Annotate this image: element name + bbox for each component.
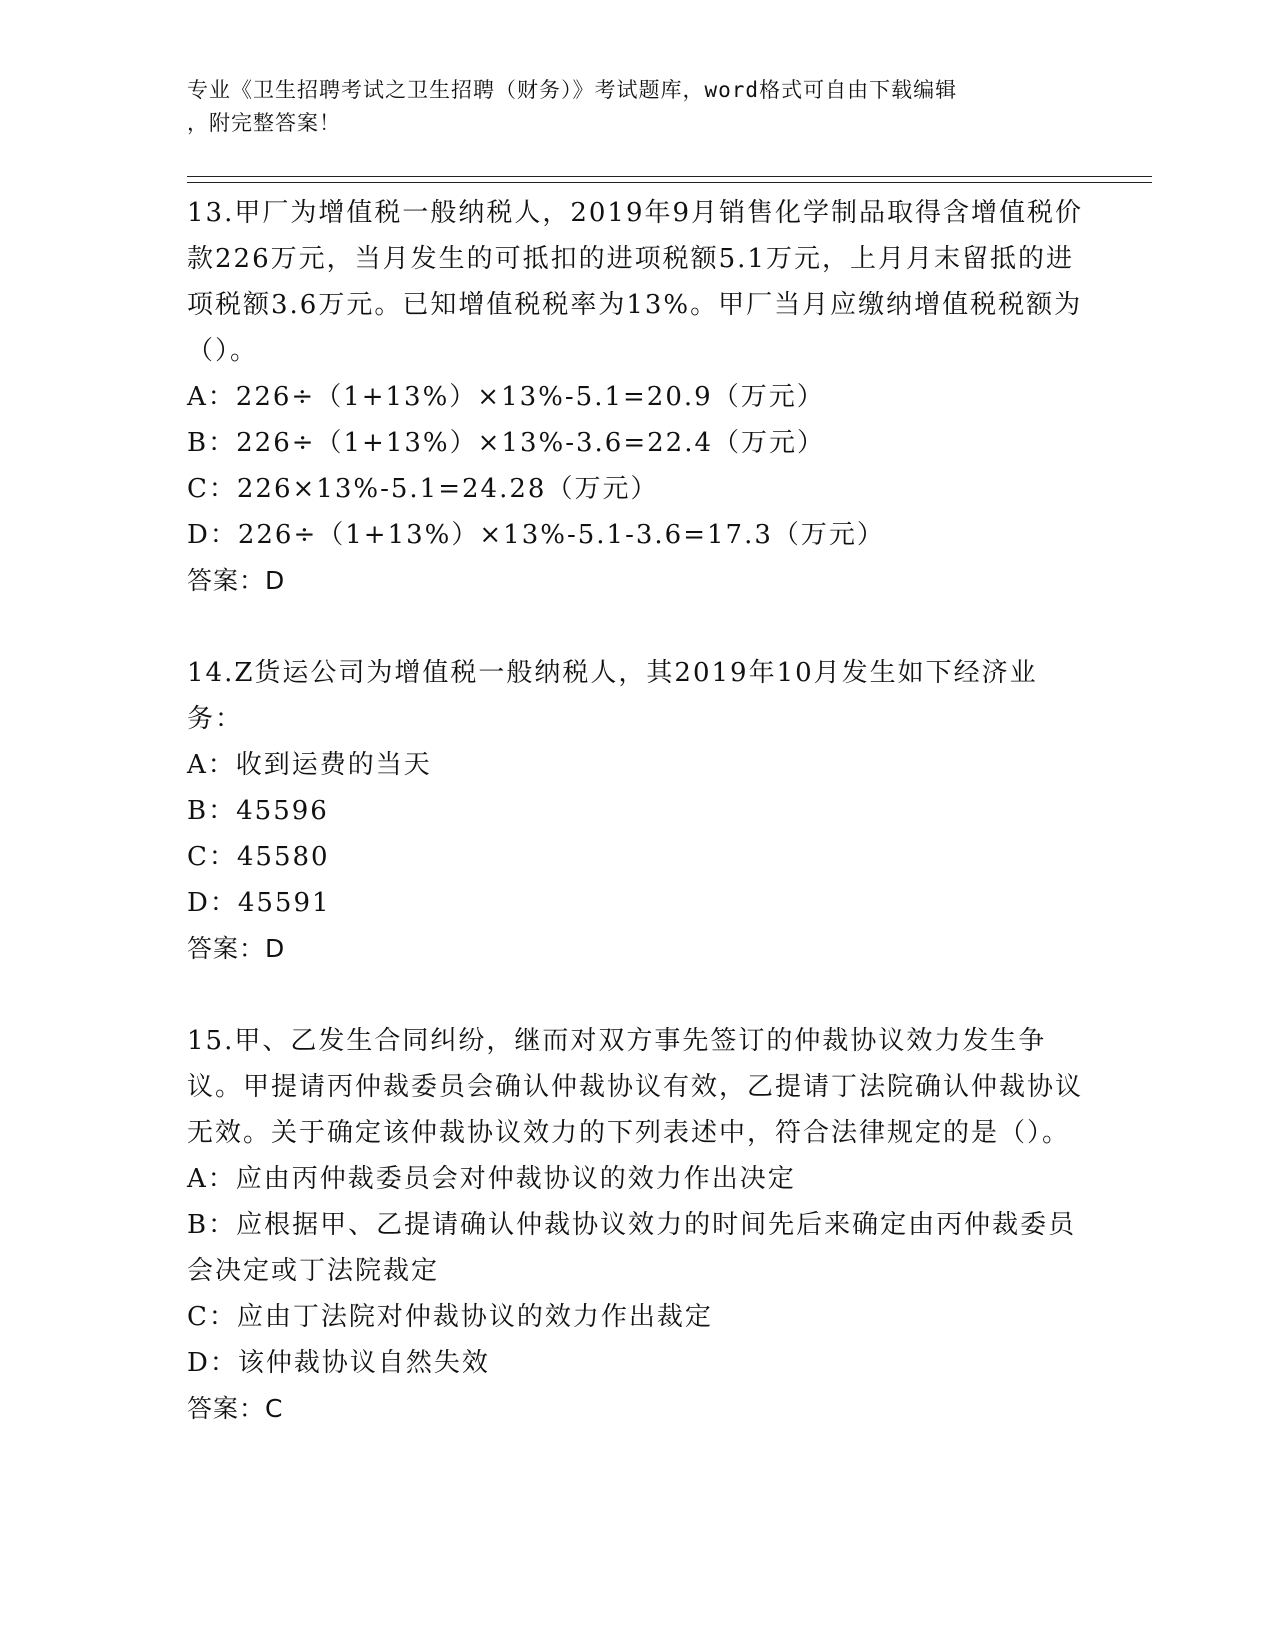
option-a: A：收到运费的当天 [187, 750, 432, 780]
option-b: B：45596 [187, 796, 329, 826]
question-stem: 14.Z货运公司为增值税一般纳税人，其2019年10月发生如下经济业务： [187, 658, 1038, 734]
question-gap [187, 972, 1087, 1018]
option-a: A：应由丙仲裁委员会对仲裁协议的效力作出决定 [187, 1164, 796, 1194]
header-divider-bottom [187, 182, 1152, 183]
question-stem: 15.甲、乙发生合同纠纷，继而对双方事先签订的仲裁协议效力发生争议。甲提请丙仲裁委员会确认仲裁协议有效，乙提请丁法院确认仲裁协议无效。关于确定该仲裁协议效力的下列表述中，符合法律规定的是（）。 [187, 1026, 1084, 1148]
question-15 [187, 1018, 1087, 1432]
question-13 [187, 190, 1087, 604]
option-d: D：该仲裁协议自然失效 [187, 1348, 490, 1378]
option-d: D：226÷（1+13%）×13%-5.1-3.6=17.3（万元） [187, 520, 885, 550]
question-list [187, 190, 1087, 1432]
option-d: D：45591 [187, 888, 331, 918]
option-c: C：应由丁法院对仲裁协议的效力作出裁定 [187, 1302, 713, 1332]
header-divider-top [187, 176, 1152, 177]
option-c: C：226×13%-5.1=24.28（万元） [187, 474, 659, 504]
header-line-2: ，附完整答案！ [187, 111, 341, 135]
answer-label: 答案：D [187, 566, 286, 595]
document-header [187, 74, 1087, 140]
option-b: B：应根据甲、乙提请确认仲裁协议效力的时间先后来确定由丙仲裁委员会决定或丁法院裁定 [187, 1210, 1077, 1286]
option-c: C：45580 [187, 842, 330, 872]
question-stem: 13.甲厂为增值税一般纳税人，2019年9月销售化学制品取得含增值税价款226万元，当月发生的可抵扣的进项税额5.1万元，上月月末留抵的进项税额3.6万元。已知增值税税率为13%。甲厂当月应缴纳增值税税额为（）。 [187, 198, 1084, 366]
question-gap [187, 604, 1087, 650]
option-b: B：226÷（1+13%）×13%-3.6=22.4（万元） [187, 428, 826, 458]
question-14 [187, 650, 1087, 972]
option-a: A：226÷（1+13%）×13%-5.1=20.9（万元） [187, 382, 825, 412]
answer-label: 答案：C [187, 1394, 284, 1423]
answer-label: 答案：D [187, 934, 286, 963]
header-line-1: 专业《卫生招聘考试之卫生招聘（财务）》考试题库，word格式可自由下载编辑 [187, 78, 958, 102]
